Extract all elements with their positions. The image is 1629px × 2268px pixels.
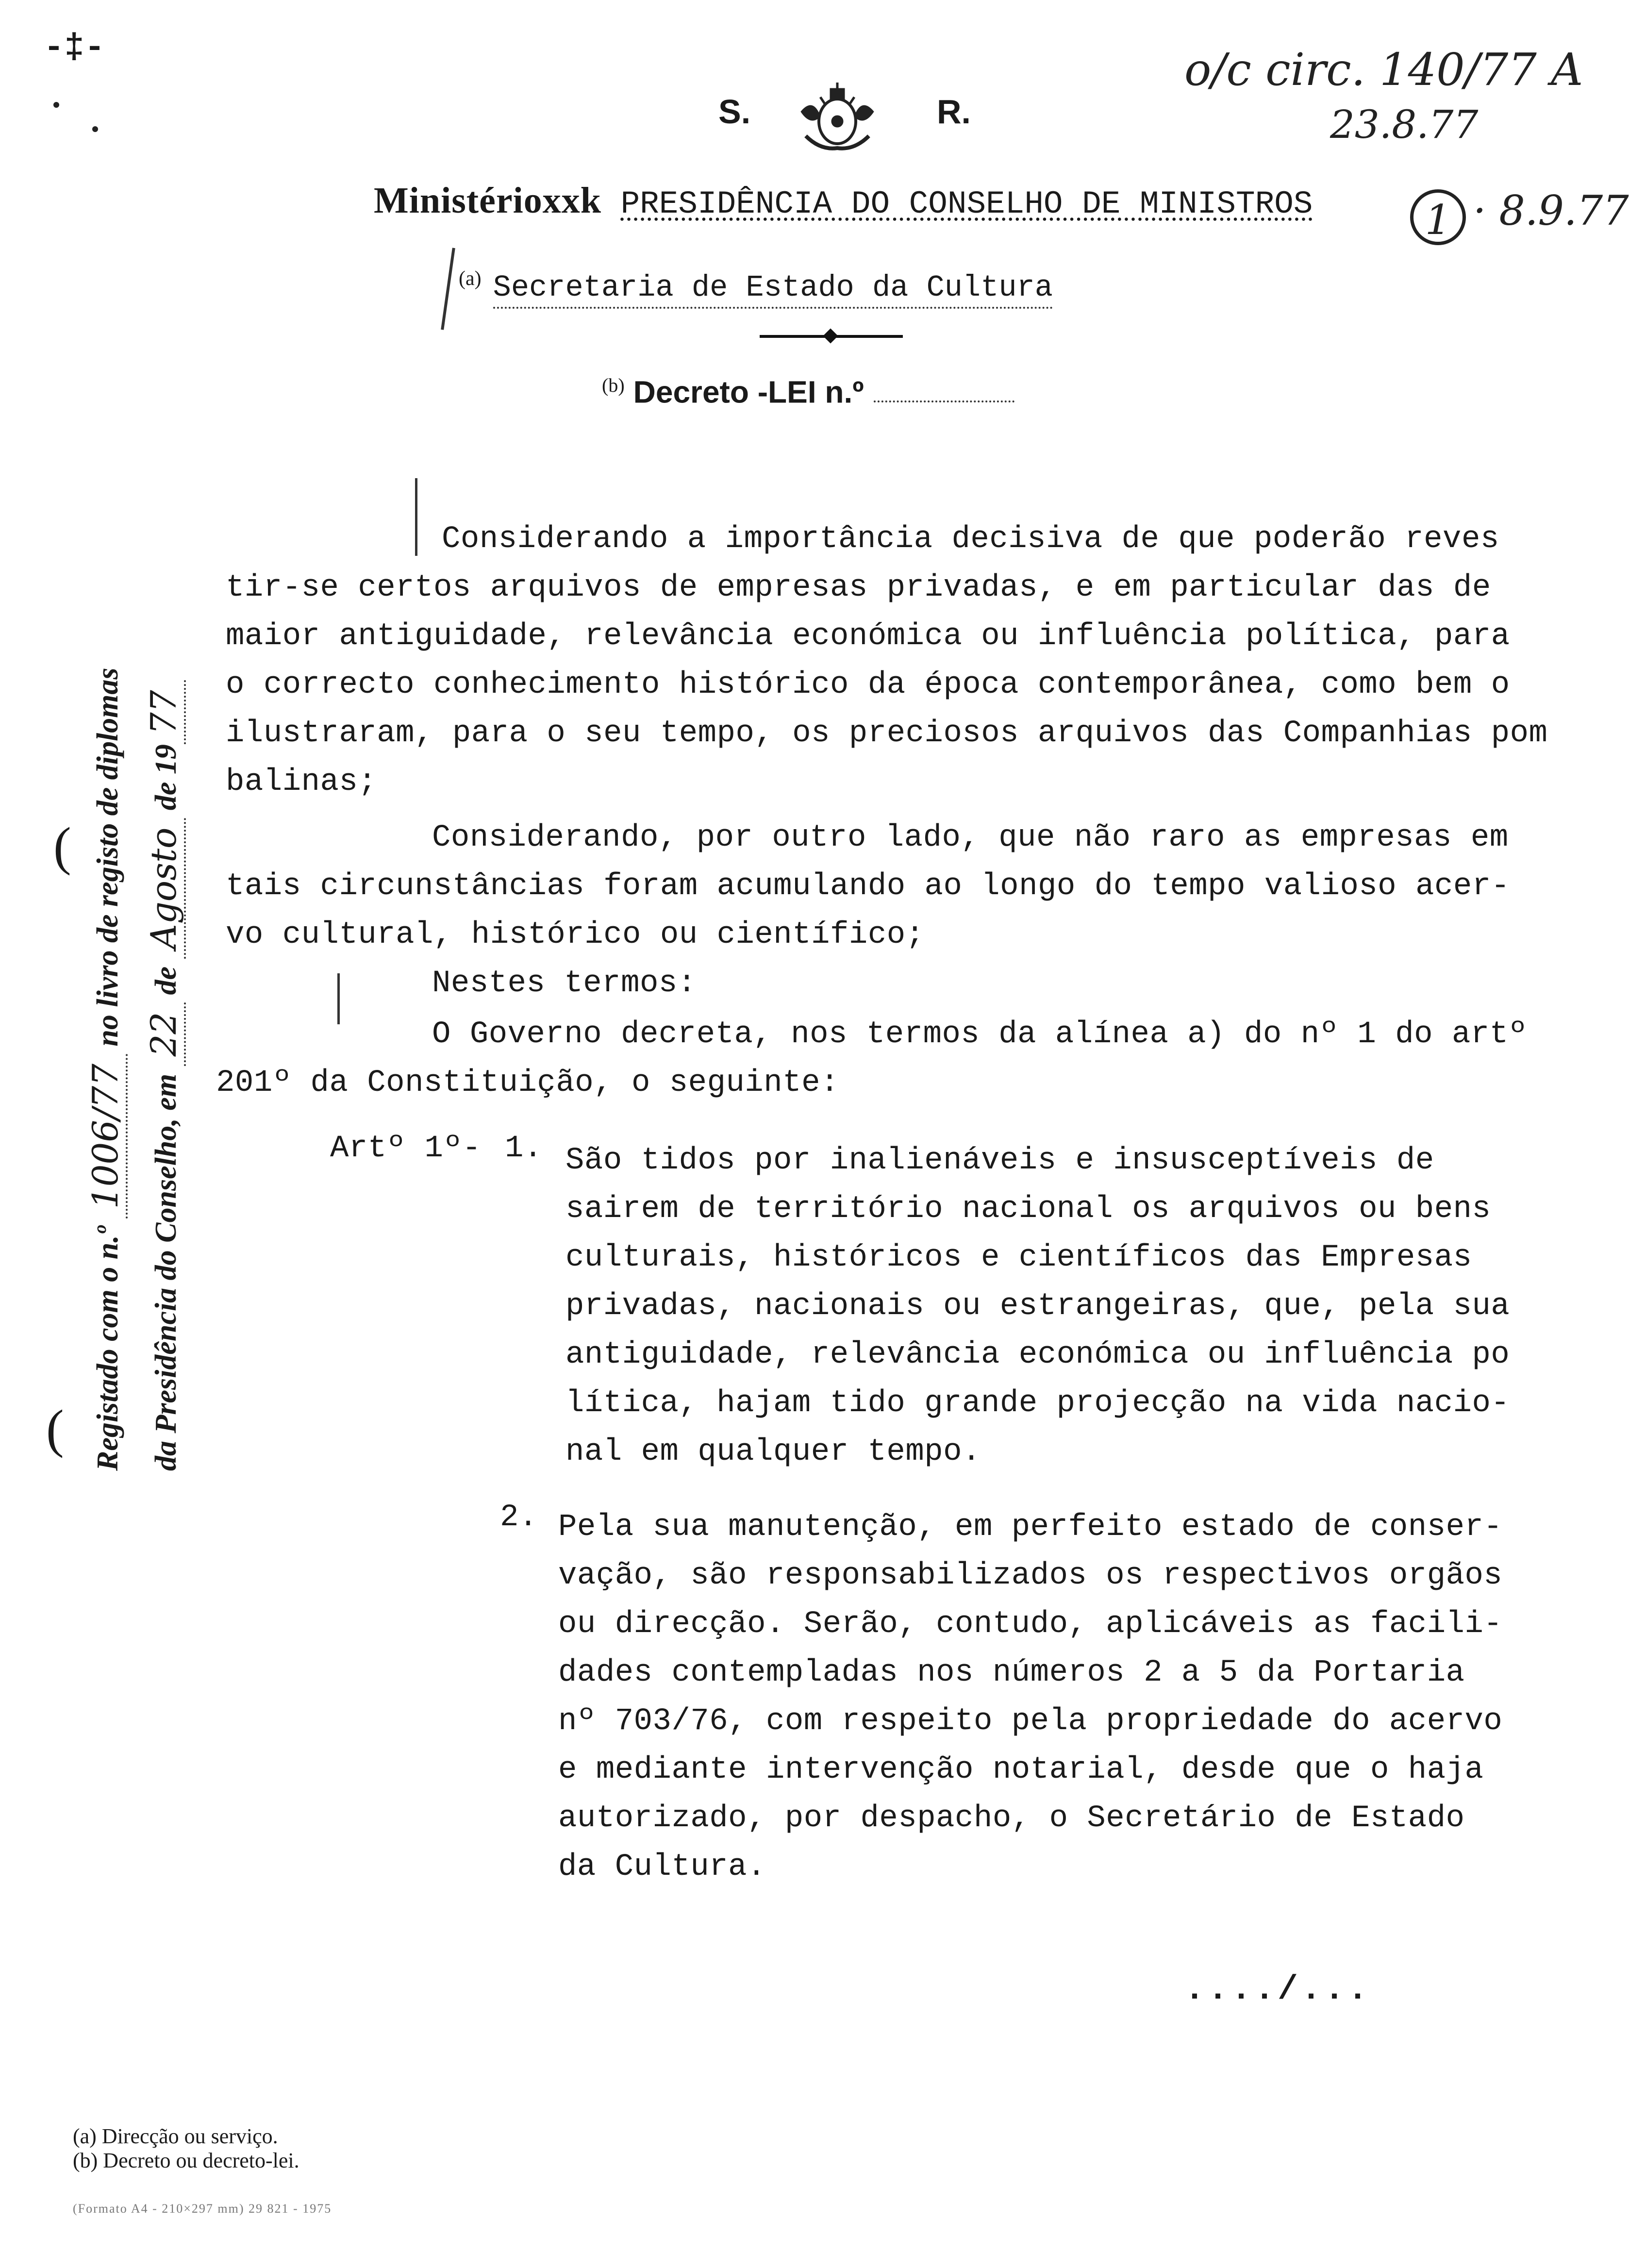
- handwritten-reference: o/c circ. 140/77 A: [1184, 44, 1583, 96]
- stamp-bracket: (: [53, 817, 71, 876]
- body-line: tais circunstâncias foram acumulando ao longo do tempo valioso acer-: [226, 869, 1510, 904]
- body-line: ilustraram, para o seu tempo, os preciosos arquivos das Companhias pom: [226, 716, 1548, 751]
- page-continuation: ..../...: [1184, 1971, 1371, 2009]
- body-line: balinas;: [226, 765, 377, 800]
- article-item-line: sairem de território nacional os arquivos ou bens: [565, 1192, 1491, 1227]
- margin-dot: [53, 102, 59, 108]
- article-item-line: dades contempladas nos números 2 a 5 da Portaria: [558, 1655, 1465, 1690]
- pen-stroke: [415, 478, 417, 556]
- letterhead: [718, 83, 971, 155]
- article-item-line: nal em qualquer tempo.: [565, 1434, 981, 1469]
- body-line: maior antiguidade, relevância económica ou influência política, para: [226, 619, 1510, 654]
- article-item-number: 1.: [505, 1131, 543, 1166]
- print-code: (Formato A4 - 210×297 mm) 29 821 - 1975: [73, 2201, 332, 2216]
- article-item-line: São tidos por inalienáveis e insusceptíveis de: [565, 1143, 1434, 1178]
- article-item-line: vação, são responsabilizados os respectivos orgãos: [558, 1558, 1503, 1593]
- margin-dot: [92, 126, 98, 132]
- letterhead-right: R.: [937, 93, 971, 131]
- stamp-registration-number: 1006/77: [85, 1054, 128, 1218]
- stamp-line-2: [143, 680, 184, 1471]
- handwritten-side-date: · 8.9.77: [1473, 187, 1629, 234]
- pen-stroke: [337, 973, 340, 1024]
- stamp-year: 77: [143, 680, 186, 744]
- stamp-text: Registado com o n.º: [91, 1226, 124, 1471]
- body-line: o correcto conhecimento histórico da época contemporânea, como bem o: [226, 667, 1510, 702]
- article-item-line: autorizado, por despacho, o Secretário de Estado: [558, 1801, 1465, 1836]
- body-line: Considerando a importância decisiva de que poderão reves: [442, 522, 1499, 557]
- stamp-bracket: (: [46, 1399, 64, 1458]
- footnote-b: (b) Decreto ou decreto-lei.: [73, 2149, 299, 2172]
- body-line: Nestes termos:: [432, 966, 697, 1001]
- body-line: O Governo decreta, nos termos da alínea a) do nº 1 do artº: [432, 1017, 1528, 1052]
- article-item-line: da Cultura.: [558, 1850, 766, 1884]
- circled-number: 1: [1410, 189, 1466, 245]
- article-item-line: Pela sua manutenção, em perfeito estado de conser-: [558, 1510, 1503, 1545]
- handwritten-date: 23.8.77: [1330, 102, 1479, 147]
- decreto-line: [602, 374, 1014, 410]
- secretaria-label: (a): [459, 267, 482, 290]
- stamp-text: no livro de registo de diplomas: [91, 667, 124, 1047]
- ministry-line: [374, 180, 1313, 222]
- secretaria-line: [459, 267, 1053, 305]
- stamp-month: Agosto: [143, 818, 186, 959]
- secretaria-text: Secretaria de Estado da Cultura: [493, 270, 1053, 309]
- article-item-number: 2.: [500, 1500, 538, 1535]
- article-item-line: e mediante intervenção notarial, desde que o haja: [558, 1752, 1484, 1787]
- stamp-text: de: [150, 966, 183, 995]
- decreto-number-blank: [874, 400, 1014, 402]
- ministry-struck-label: Ministérioxxk: [374, 180, 601, 221]
- coat-of-arms-icon: [791, 83, 883, 155]
- article-item-line: lítica, hajam tido grande projecção na vida nacio-: [565, 1386, 1510, 1421]
- pen-stroke: [441, 248, 455, 330]
- body-line: 201º da Constituição, o seguinte:: [216, 1066, 839, 1101]
- article-item-line: privadas, nacionais ou estrangeiras, que, pela sua: [565, 1289, 1510, 1324]
- article-item-line: ou direcção. Serão, contudo, aplicáveis as facili-: [558, 1607, 1503, 1642]
- ministry-department: PRESIDÊNCIA DO CONSELHO DE MINISTROS: [620, 186, 1313, 222]
- article-item-line: culturais, históricos e científicos das Empresas: [565, 1240, 1472, 1275]
- stamp-text: de 19: [150, 744, 183, 811]
- body-line: vo cultural, histórico ou científico;: [226, 917, 925, 952]
- stamp-text: da Presidência do Conselho, em: [150, 1073, 183, 1471]
- decreto-label: (b): [602, 374, 625, 396]
- body-line: tir-se certos arquivos de empresas privadas, e em particular das de: [226, 570, 1491, 605]
- stamp-line-1: [85, 667, 126, 1471]
- corner-mark: -‡-: [44, 29, 105, 67]
- body-line: Considerando, por outro lado, que não raro as empresas em: [432, 820, 1509, 855]
- divider-diamond-icon: [823, 328, 838, 343]
- decreto-text: Decreto -LEI n.º: [633, 374, 864, 410]
- footnote-a: (a) Direcção ou serviço.: [73, 2124, 278, 2148]
- stamp-day: 22: [143, 1002, 186, 1067]
- article-item-line: nº 703/76, com respeito pela propriedade do acervo: [558, 1704, 1503, 1739]
- letterhead-left: S.: [718, 93, 751, 131]
- article-label: Artº 1º-: [330, 1131, 482, 1166]
- article-item-line: antiguidade, relevância económica ou influência po: [565, 1337, 1510, 1372]
